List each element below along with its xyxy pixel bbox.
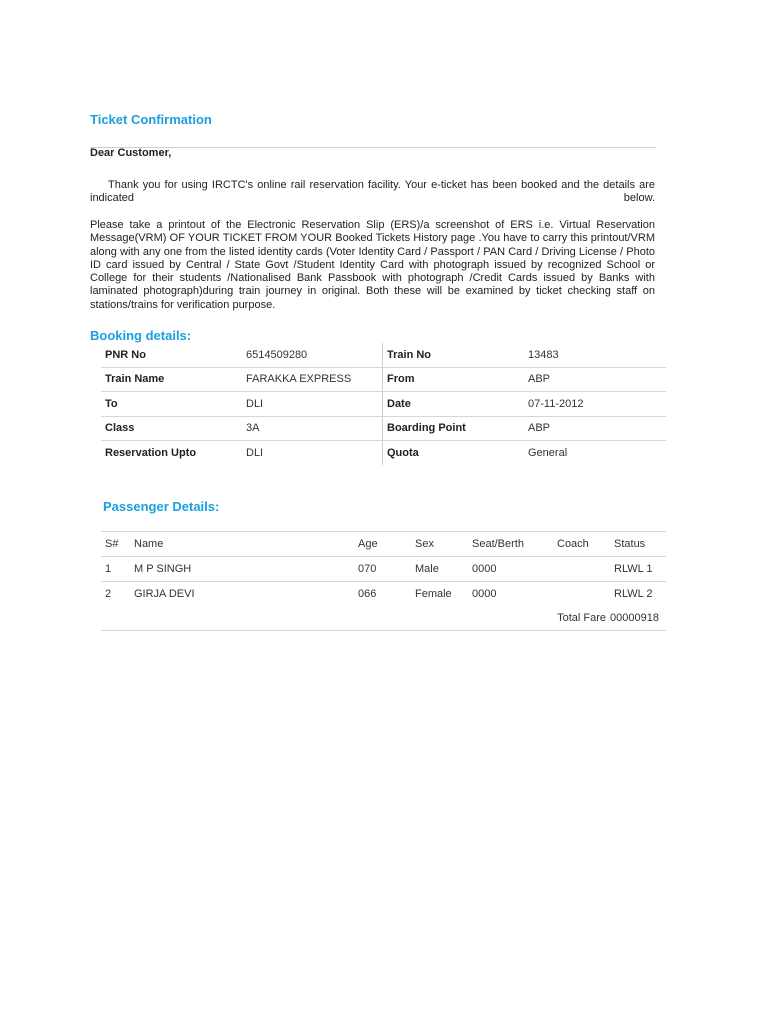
table-row <box>101 416 666 441</box>
passenger-details-table <box>101 531 666 631</box>
passenger-details-title: Passenger Details: <box>103 499 220 514</box>
booking-details-table <box>101 343 666 465</box>
intro-paragraph: Thank you for using IRCTC's online rail reservation facility. Your e-ticket has been booked and the details are indicated below. <box>90 179 655 205</box>
passenger-status: RLWL 2 <box>614 588 653 600</box>
column-header-age: Age <box>354 532 411 557</box>
column-header-seat-berth: Seat/Berth <box>468 532 553 557</box>
total-fare-value: 00000918 <box>610 606 666 631</box>
greeting: Dear Customer, <box>90 147 172 159</box>
passenger-sno: 1 <box>101 557 130 582</box>
booking-details-title: Booking details: <box>90 328 192 343</box>
pnr-value: 6514509280 <box>242 343 383 367</box>
passenger-age: 066 <box>358 588 377 600</box>
passenger-status: RLWL 1 <box>610 557 666 582</box>
class-value: 3A <box>242 416 383 441</box>
from-label: From <box>383 367 525 392</box>
table-row <box>101 392 666 417</box>
passenger-seat: 0000 <box>472 588 497 600</box>
train-no-label: Train No <box>383 343 525 367</box>
total-fare-label: Total Fare <box>101 606 610 631</box>
title-divider <box>90 147 656 148</box>
table-row <box>101 441 666 465</box>
table-row <box>101 367 666 392</box>
pnr-label: PNR No <box>101 343 242 367</box>
date-label: Date <box>383 392 525 417</box>
quota-label: Quota <box>383 441 525 465</box>
passenger-sex: Female <box>415 588 452 600</box>
table-row <box>101 582 666 607</box>
table-header-row <box>101 532 666 557</box>
passenger-name: GIRJA DEVI <box>134 588 195 600</box>
table-row <box>101 557 666 582</box>
boarding-point-value: ABP <box>524 416 666 441</box>
page-title: Ticket Confirmation <box>90 112 212 127</box>
column-header-coach: Coach <box>553 532 610 557</box>
total-fare-row <box>101 606 666 631</box>
quota-value: General <box>528 446 568 459</box>
train-name-label: Train Name <box>101 367 242 392</box>
boarding-point-label: Boarding Point <box>383 416 525 441</box>
instructions-paragraph: Please take a printout of the Electronic Reservation Slip (ERS)/a screenshot of ERS i.e. Virtual Reservation Message(VRM) OF YOUR TICKET FROM YOUR Booked Tickets History page .You have to carry this printout/VRM along with any one from the listed identity cards (Voter Identity Card / Passport / PAN Card / Driving License / Photo ID card issued by Central / State Govt /Student Identity Card with photograph issued by recognized School or College for their students /Nationalised Bank Passbook with photograph /Credit Cards issued by Banks with laminated photograph)during train journey in original. Both these will be examined by ticket checking staff on stations/trains for verification purpose. <box>90 219 655 311</box>
table-row <box>101 343 666 367</box>
reservation-upto-value: DLI <box>246 446 264 459</box>
reservation-upto-label: Reservation Upto <box>105 446 197 459</box>
column-header-sex: Sex <box>411 532 468 557</box>
date-value: 07-11-2012 <box>524 392 666 417</box>
class-label: Class <box>101 416 242 441</box>
train-no-value: 13483 <box>524 343 666 367</box>
passenger-coach <box>553 557 610 582</box>
to-label: To <box>101 392 242 417</box>
from-value: ABP <box>524 367 666 392</box>
passenger-age: 070 <box>354 557 411 582</box>
passenger-seat: 0000 <box>468 557 553 582</box>
column-header-name: Name <box>130 532 354 557</box>
to-value: DLI <box>242 392 383 417</box>
passenger-sex: Male <box>411 557 468 582</box>
passenger-name: M P SINGH <box>130 557 354 582</box>
passenger-coach <box>553 582 610 607</box>
column-header-status: Status <box>610 532 666 557</box>
passenger-sno: 2 <box>105 588 112 600</box>
column-header-sno: S# <box>101 532 130 557</box>
train-name-value: FARAKKA EXPRESS <box>242 367 383 392</box>
